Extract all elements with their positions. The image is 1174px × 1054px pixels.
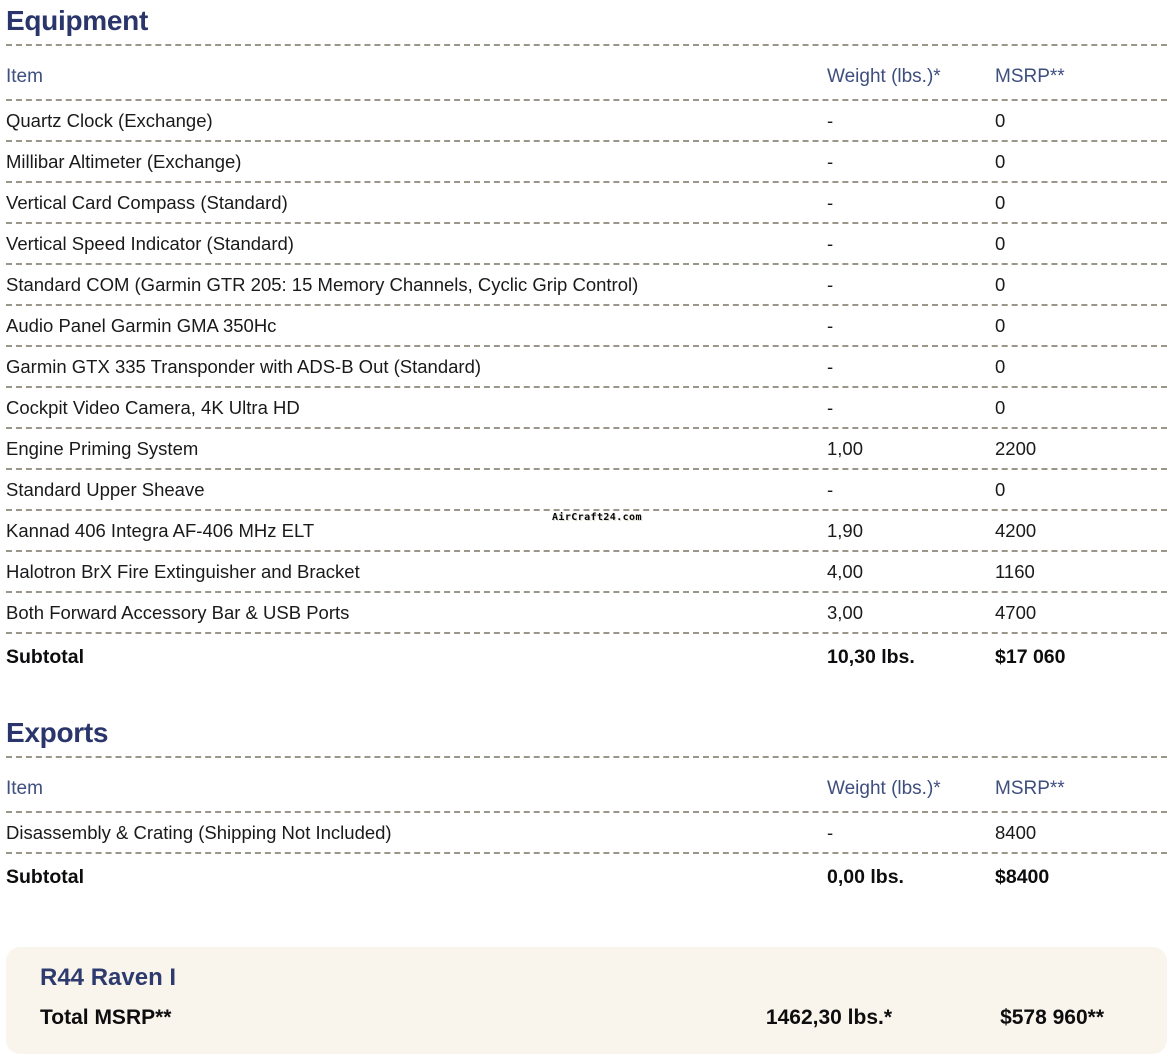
equipment-section-title: Equipment (6, 5, 1167, 46)
item-cell: Millibar Altimeter (Exchange) (6, 151, 242, 172)
item-cell: Cockpit Video Camera, 4K Ultra HD (6, 397, 300, 418)
weight-cell: - (827, 315, 834, 336)
equipment-table-body (6, 101, 1167, 634)
table-row (6, 101, 1167, 142)
model-name: R44 Raven I (40, 964, 177, 991)
weight-cell: - (827, 479, 834, 500)
item-cell: Quartz Clock (Exchange) (6, 110, 213, 131)
total-msrp-label: Total MSRP** (40, 1006, 172, 1029)
subtotal-weight: 0,00 lbs. (827, 866, 904, 888)
item-cell: Standard COM (Garmin GTR 205: 15 Memory Channels, Cyclic Grip Control) (6, 274, 639, 295)
column-header-msrp: MSRP** (995, 778, 1065, 799)
table-row (6, 265, 1167, 306)
total-msrp-value: $578 960** (1000, 1006, 1104, 1029)
watermark: AirCraft24.com (552, 512, 642, 523)
weight-cell: - (827, 110, 834, 131)
item-cell: Both Forward Accessory Bar & USB Ports (6, 602, 350, 623)
table-row (6, 224, 1167, 265)
msrp-cell: 2200 (995, 438, 1037, 459)
exports-section-title: Exports (6, 717, 1167, 758)
table-row (6, 593, 1167, 634)
msrp-cell: 0 (995, 192, 1006, 213)
column-header-msrp: MSRP** (995, 66, 1065, 87)
weight-cell: - (827, 192, 834, 213)
weight-cell: 3,00 (827, 602, 864, 623)
table-row (6, 306, 1167, 347)
table-row (6, 347, 1167, 388)
table-row (6, 429, 1167, 470)
msrp-cell: 0 (995, 151, 1006, 172)
msrp-cell: 0 (995, 479, 1006, 500)
table-row (6, 813, 1167, 854)
subtotal-label: Subtotal (6, 866, 84, 888)
subtotal-label: Subtotal (6, 646, 84, 668)
table-row (6, 552, 1167, 593)
weight-cell: - (827, 822, 834, 843)
subtotal-msrp: $8400 (995, 866, 1050, 888)
table-row (6, 183, 1167, 224)
weight-cell: - (827, 274, 834, 295)
subtotal-weight: 10,30 lbs. (827, 646, 915, 668)
exports-table-body (6, 813, 1167, 854)
msrp-cell: 1160 (995, 561, 1035, 582)
table-row (6, 388, 1167, 429)
weight-cell: 4,00 (827, 561, 864, 582)
column-header-weight: Weight (lbs.)* (827, 66, 941, 87)
msrp-cell: 4200 (995, 520, 1037, 541)
equipment-subtotal-row (6, 634, 1167, 669)
subtotal-msrp: $17 060 (995, 646, 1066, 668)
item-cell: Garmin GTX 335 Transponder with ADS-B Out (Standard) (6, 356, 482, 377)
section-exports (6, 717, 1167, 889)
total-msrp-row (40, 1006, 1104, 1030)
exports-table-header (6, 758, 1167, 813)
item-cell: Audio Panel Garmin GMA 350Hc (6, 315, 277, 336)
total-weight-value: 1462,30 lbs.* (765, 1006, 892, 1029)
msrp-cell: 0 (995, 315, 1006, 336)
item-cell: Halotron BrX Fire Extinguisher and Bracket (6, 561, 360, 582)
msrp-cell: 0 (995, 110, 1006, 131)
column-header-item: Item (6, 778, 43, 799)
weight-cell: - (827, 151, 834, 172)
weight-cell: - (827, 397, 834, 418)
msrp-cell: 0 (995, 356, 1006, 377)
item-cell: Disassembly & Crating (Shipping Not Included) (6, 822, 392, 843)
msrp-cell: 0 (995, 274, 1006, 295)
weight-cell: 1,90 (827, 520, 864, 541)
weight-cell: 1,00 (827, 438, 864, 459)
item-cell: Standard Upper Sheave (6, 479, 205, 500)
summary-card (6, 947, 1167, 1054)
table-row (6, 470, 1167, 511)
section-equipment (6, 5, 1167, 669)
weight-cell: - (827, 233, 834, 254)
item-cell: Vertical Speed Indicator (Standard) (6, 233, 294, 254)
msrp-cell: 0 (995, 233, 1006, 254)
column-header-item: Item (6, 66, 43, 87)
item-cell: Vertical Card Compass (Standard) (6, 192, 288, 213)
table-row (6, 142, 1167, 183)
exports-subtotal-row (6, 854, 1167, 889)
msrp-cell: 8400 (995, 822, 1037, 843)
msrp-cell: 4700 (995, 602, 1037, 623)
item-cell: Kannad 406 Integra AF-406 MHz ELT (6, 520, 315, 541)
item-cell: Engine Priming System (6, 438, 199, 459)
msrp-cell: 0 (995, 397, 1006, 418)
weight-cell: - (827, 356, 834, 377)
column-header-weight: Weight (lbs.)* (827, 778, 941, 799)
equipment-table-header (6, 46, 1167, 101)
